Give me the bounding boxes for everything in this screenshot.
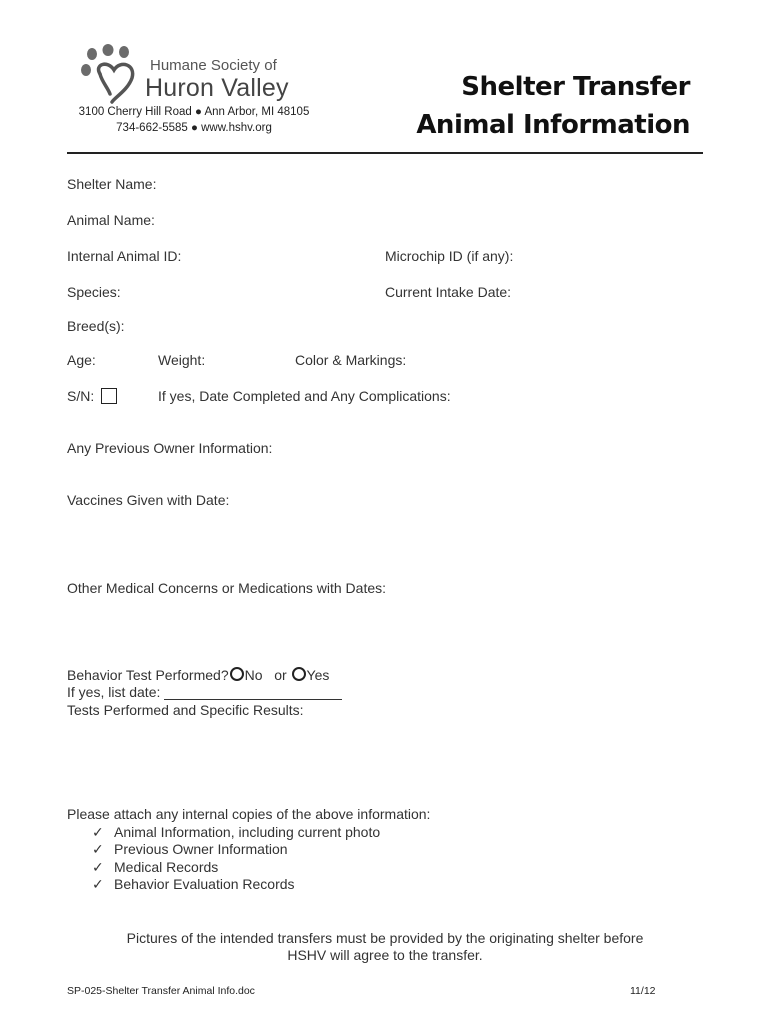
org-name-line1: Humane Society of — [150, 57, 277, 74]
transfer-note-line2: HSHV will agree to the transfer. — [287, 947, 483, 963]
behavior-date-row — [67, 684, 342, 700]
animal-name-label: Animal Name: — [67, 212, 155, 228]
internal-id-label: Internal Animal ID: — [67, 248, 182, 264]
checkmark-icon: ✓ — [92, 876, 104, 892]
microchip-label: Microchip ID (if any): — [385, 248, 514, 264]
attach-item-2: ✓ Previous Owner Information — [92, 841, 288, 857]
age-label: Age: — [67, 352, 96, 368]
medical-concerns-label: Other Medical Concerns or Medications with Dates: — [67, 580, 387, 596]
previous-owner-label: Any Previous Owner Information: — [67, 440, 273, 456]
org-address: 3100 Cherry Hill Road ● Ann Arbor, MI 48105 — [78, 106, 310, 118]
tests-performed-label: Tests Performed and Specific Results: — [67, 702, 304, 718]
behavior-no-radio[interactable] — [230, 667, 244, 681]
behavior-question: Behavior Test Performed? — [67, 667, 229, 683]
header-divider — [67, 152, 703, 154]
attach-intro: Please attach any internal copies of the above information: — [67, 806, 431, 822]
transfer-note-line1: Pictures of the intended transfers must be provided by the originating shelter before — [126, 930, 644, 946]
form-title-line1: Shelter Transfer — [461, 72, 690, 102]
vaccines-label: Vaccines Given with Date: — [67, 492, 230, 508]
footer-version: 11/12 — [630, 985, 656, 997]
sn-checkbox[interactable] — [101, 388, 117, 404]
checkmark-icon: ✓ — [92, 824, 104, 840]
behavior-date-label: If yes, list date: — [67, 684, 161, 700]
org-name-line2: Huron Valley — [145, 74, 289, 102]
attach-item-4: ✓ Behavior Evaluation Records — [92, 876, 295, 892]
weight-label: Weight: — [158, 352, 206, 368]
breeds-label: Breed(s): — [67, 318, 125, 334]
paw-heart-logo-icon — [78, 44, 148, 108]
sn-label: S/N: — [67, 388, 95, 404]
footer-doc-name: SP-025-Shelter Transfer Animal Info.doc — [67, 985, 255, 997]
intake-date-label: Current Intake Date: — [385, 284, 512, 300]
attach-item-3: ✓ Medical Records — [92, 859, 219, 875]
form-title-line2: Animal Information — [416, 110, 690, 140]
behavior-yes-label: Yes — [306, 667, 330, 683]
checkmark-icon: ✓ — [92, 841, 104, 857]
behavior-yes-radio[interactable] — [292, 667, 306, 681]
sn-details-label: If yes, Date Completed and Any Complications: — [158, 388, 451, 404]
color-markings-label: Color & Markings: — [295, 352, 407, 368]
behavior-no-label: No — [244, 667, 263, 683]
behavior-test-row — [67, 667, 329, 683]
behavior-date-line[interactable] — [164, 687, 342, 700]
species-label: Species: — [67, 284, 121, 300]
checkmark-icon: ✓ — [92, 859, 104, 875]
attach-item-1: ✓ Animal Information, including current photo — [92, 824, 381, 840]
shelter-name-label: Shelter Name: — [67, 176, 157, 192]
behavior-or-label: or — [274, 667, 287, 683]
org-contact: 734-662-5585 ● www.hshv.org — [116, 122, 272, 134]
